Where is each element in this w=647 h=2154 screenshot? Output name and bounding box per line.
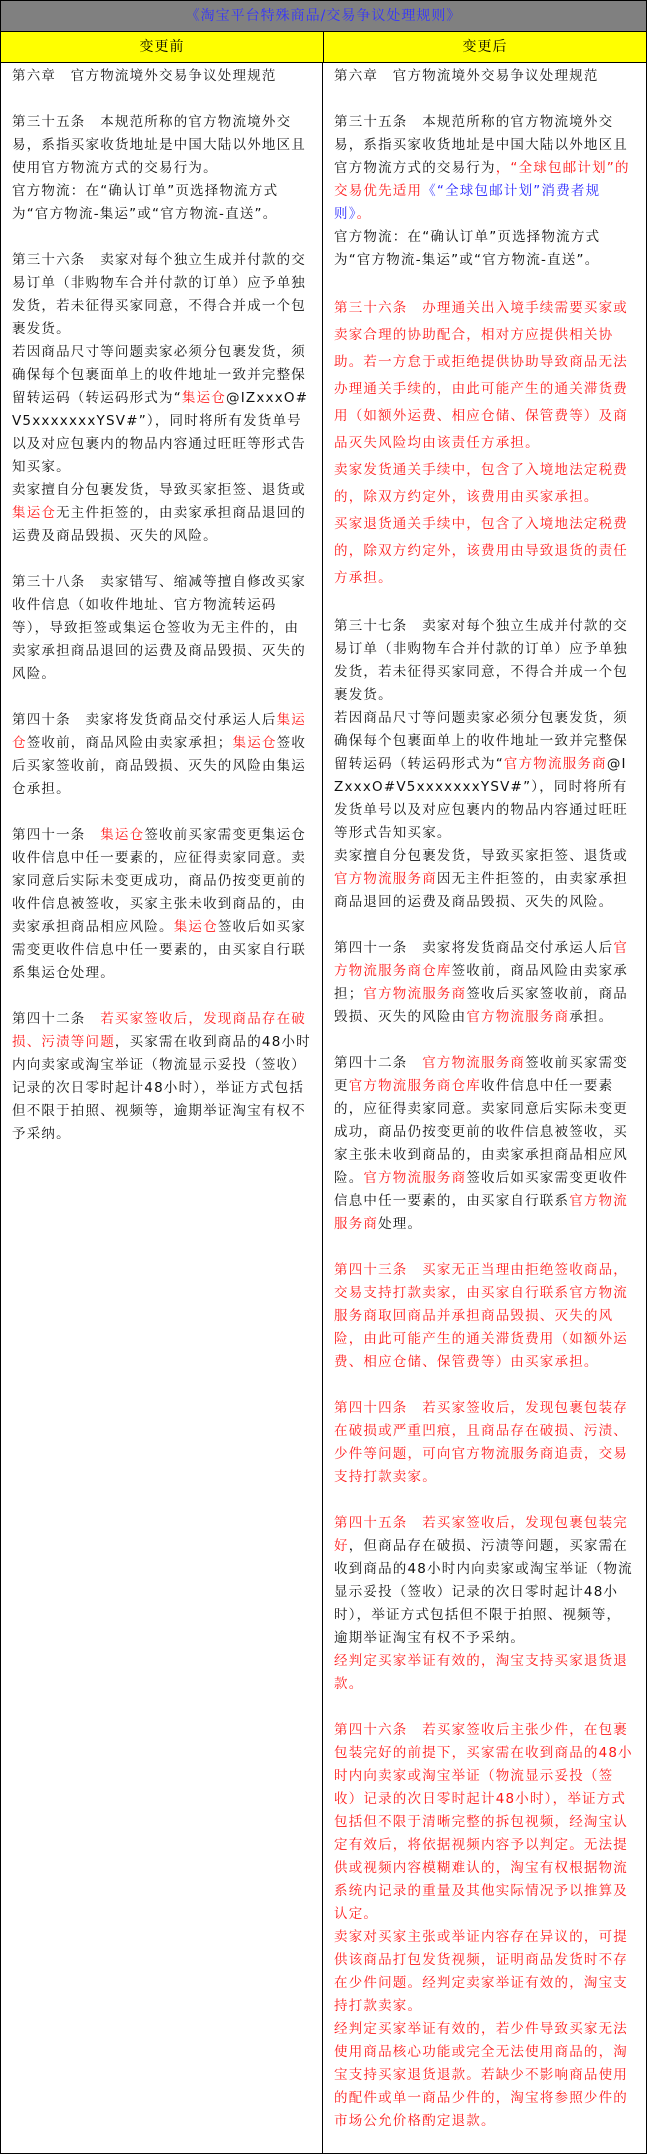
clause-text: 因无主件拒签的，由卖家承担商品退回的运费及商品毁损、灭失的风险。: [334, 871, 629, 910]
blank-line: [334, 914, 635, 937]
clause-text: 若因商品尺寸等问题卖家必须分包裹发货，须确保每个包裹面单上的收件地址一致并完整保留转运码（转运码形式为“: [334, 710, 628, 772]
changed-text: 官方物流服务商: [334, 1193, 629, 1232]
clause-text: 第三十七条 卖家对每个独立生成并付款的交易订单（非购物车合并付款的订单）应予单独发货，若未征得买家同意，不得合并成一个包裹发货。: [334, 618, 628, 703]
clause-paragraph: [12, 479, 312, 548]
clause-paragraph: [12, 1008, 312, 1146]
clause-text: 第三十五条 本规范所称的官方物流境外交易，系指买家收货地址是中国大陆以外地区且官方物流方式的交易行为: [334, 114, 628, 176]
clause-paragraph: [12, 341, 312, 479]
clause-paragraph: [12, 180, 312, 226]
clause-text: ，买家需在收到商品的48小时内向卖家或淘宝举证（物流显示妥投（签收）记录的次日零时起计48小时），举证方式包括但不限于拍照、视频等，逾期举证淘宝有权不予采纳。: [12, 1034, 311, 1142]
clause-text: 签收前，商品风险由卖家承担；: [26, 735, 233, 751]
changed-text: 集运仓: [173, 919, 218, 935]
blank-line: [12, 226, 312, 249]
clause-text: 第四十一条: [12, 827, 101, 843]
clause-text: 官方物流：在“确认订单”页选择物流方式为“官方物流-集运”或“官方物流-直送”。: [334, 229, 601, 268]
blank-line: [12, 686, 312, 709]
clause-text: 第三十五条 本规范所称的官方物流境外交易，系指买家收货地址是中国大陆以外地区且使用官方物流方式的交易行为。: [12, 114, 306, 176]
changed-text: 官方物流服务商: [466, 1009, 570, 1025]
clause-paragraph: [334, 1259, 635, 1374]
body-row: [1, 63, 646, 2153]
clause-paragraph: [12, 709, 312, 801]
clause-text: 卖家擅自分包裹发货，导致买家拒签、退货或: [334, 848, 628, 864]
blank-line: [334, 1489, 635, 1512]
changed-text: 卖家发货通关手续中，包含了入境地法定税费的，除双方约定外，该费用由买家承担。: [334, 462, 628, 505]
clause-text: 签收前买家需变更: [334, 1055, 629, 1094]
changed-text: 若买家签收后，发现商品存在破损、污渍等问题: [12, 1011, 307, 1050]
blank-line: [334, 1696, 635, 1719]
blank-line: [334, 1236, 635, 1259]
clause-text: 官方物流：在“确认订单”页选择物流方式为“官方物流-集运”或“官方物流-直送”。: [12, 183, 279, 222]
clause-paragraph: [334, 2018, 635, 2133]
clause-paragraph: [334, 1512, 635, 1650]
clause-text: 收件信息中任一要素的，应征得卖家同意。卖家同意后实际未变更成功，商品仍按变更前的收件信息被签收，买家主张未收到商品的，由卖家承担商品相应风险。: [334, 1078, 628, 1186]
after-column: [323, 63, 645, 2153]
clause-text: 签收后买家签收前，商品毁损、灭失的风险由集运仓承担。: [12, 735, 307, 797]
changed-text: 官方物流服务商: [363, 1170, 467, 1186]
clause-paragraph: [12, 249, 312, 341]
clause-text: 第六章 官方物流境外交易争议处理规范: [12, 68, 277, 84]
changed-text: 卖家对买家主张或举证内容存在异议的，可提供该商品打包发货视频，证明商品发货时不存在少件问题。经判定卖家举证有效的，淘宝支持打款卖家。: [334, 1929, 628, 2014]
clause-text: 处理。: [378, 1216, 423, 1232]
clause-paragraph: [334, 1052, 635, 1236]
changed-text: 官方物流服务商: [363, 986, 467, 1002]
changed-text: 第四十五条 若买家签收后，发现包裹包装完好: [334, 1515, 628, 1554]
blank-line: [334, 272, 635, 295]
blank-line: [12, 801, 312, 824]
changed-text: 第三十六条 办理通关出入境手续需要买家或卖家合理的协助配合，相对方应提供相关协助。若一方怠于或拒绝提供协助导致商品无法办理通关手续的，由此可能产生的通关滞货费用（如额外运费、相应仓储、保管费等）及商品灭失风险均由该责任方承担。: [334, 300, 628, 451]
clause-paragraph: [334, 457, 635, 511]
changed-text: 经判定买家举证有效的，淘宝支持买家退货退款。: [334, 1653, 628, 1692]
changed-text: 官方物流服务商仓库: [334, 940, 629, 979]
clause-text: 第三十八条 卖家错写、缩减等擅自修改买家收件信息（如收件地址、官方物流转运码等），导致拒签或集运仓签收为无主件的，由卖家承担商品退回的运费及商品毁损、灭失的风险。: [12, 574, 306, 682]
before-column: [1, 63, 323, 2153]
clause-text: 承担。: [569, 1009, 614, 1025]
clause-text: 卖家擅自分包裹发货，导致买家拒签、退货或: [12, 482, 306, 498]
header-before: 变更前: [1, 32, 324, 62]
clause-paragraph: [334, 1650, 635, 1696]
clause-text: 签收前买家需变更集运仓收件信息中任一要素的，应征得卖家同意。卖家同意后实际未变更成功，商品仍按变更前的收件信息被签收，买家主张未收到商品的，由卖家承担商品相应风险。: [12, 827, 307, 935]
changed-text: 集运仓: [232, 735, 277, 751]
clause-paragraph: [334, 65, 635, 88]
blank-line: [12, 88, 312, 111]
clause-text: 若因商品尺寸等问题卖家必须分包裹发货，须确保每个包裹面单上的收件地址一致并完整保留转运码（转运码形式为“: [12, 344, 306, 406]
changed-text: 集运仓: [100, 827, 145, 843]
clause-paragraph: [334, 615, 635, 707]
clause-text: 签收后如买家需变更收件信息中任一要素的，由买家自行联系: [334, 1170, 629, 1209]
changed-text: 第四十六条 若买家签收后主张少件，在包裹包装完好的前提下，买家需在收到商品的48小时内向卖家或淘宝举证（物流显示妥投（签收）记录的次日零时起计48小时），举证方式包括但不限于清晰完整的拆包视频，经淘宝认定有效后，将依据视频内容予以判定。无法提供或视频内容模糊难认的，淘宝有权根据物流系统内记录的重量及其他实际情况予以推算及认定。: [334, 1722, 633, 1922]
changed-text: 集运仓: [12, 505, 57, 521]
changed-text: 官方物流服务商仓库: [348, 1078, 482, 1094]
clause-paragraph: [334, 511, 635, 592]
clause-paragraph: [334, 845, 635, 914]
clause-paragraph: [334, 1926, 635, 2018]
clause-paragraph: [334, 937, 635, 1029]
clause-text: 签收后如买家需变更收件信息中任一要素的，由买家自行联系集运仓处理。: [12, 919, 307, 981]
blank-line: [334, 1374, 635, 1397]
clause-text: @IZxxxO#V5xxxxxxxYSV#”），同时将所有发货单号以及对应包裹内的物品内容通过旺旺等形式告知买家。: [334, 756, 628, 841]
changed-text: 买家退货通关手续中，包含了入境地法定税费的，除双方约定外，该费用由导致退货的责任方承担。: [334, 516, 628, 586]
clause-text: 第六章 官方物流境外交易争议处理规范: [334, 68, 599, 84]
clause-paragraph: [334, 226, 635, 272]
clause-paragraph: [334, 111, 635, 226]
clause-text: 第四十二条: [12, 1011, 101, 1027]
changed-text: 第四十三条 买家无正当理由拒绝签收商品，交易支持打款卖家，由买家自行联系官方物流服务商取回商品并承担商品毁损、灭失的风险，由此可能产生的通关滞货费用（如额外运费、相应仓储、保管费等）由买家承担。: [334, 1262, 628, 1370]
blank-line: [334, 1029, 635, 1052]
clause-text: 签收前，商品风险由卖家承担；: [334, 963, 629, 1002]
clause-paragraph: [334, 295, 635, 457]
header-after: 变更后: [462, 39, 508, 55]
clause-paragraph: [12, 571, 312, 686]
clause-paragraph: [334, 1719, 635, 1926]
changed-text: 集运仓: [12, 712, 307, 751]
clause-text: 第四十一条 卖家将发货商品交付承运人后: [334, 940, 614, 956]
changed-text: 。: [356, 206, 372, 222]
clause-text: @IZxxxO#V5xxxxxxxYSV#”），同时将所有发货单号以及对应包裹内的物品内容通过旺旺等形式告知买家。: [12, 390, 309, 475]
blank-line: [12, 548, 312, 571]
clause-text: 签收后买家签收前，商品毁损、灭失的风险由: [334, 986, 629, 1025]
clause-text: 无主件拒签的，由卖家承担商品退回的运费及商品毁损、灭失的风险。: [12, 505, 307, 544]
changed-text: ，“全球包邮计划”的交易优先适用: [334, 160, 630, 199]
blank-line: [12, 985, 312, 1008]
clause-paragraph: [12, 824, 312, 985]
table-title: 《淘宝平台特殊商品/交易争议处理规则》: [1, 1, 646, 32]
changed-text: 经判定买家举证有效的，若少件导致买家无法使用商品核心功能或完全无法使用商品的，淘宝支持买家退货退款。若缺少不影响商品使用的配件或单一商品少件的，淘宝将参照少件的市场公允价格酌定退款。: [334, 2021, 628, 2129]
changed-text: 第四十四条 若买家签收后，发现包裹包装存在破损或严重凹痕，且商品存在破损、污渍、少件等问题，可向官方物流服务商追责，交易支持打款卖家。: [334, 1400, 628, 1485]
changed-text: 集运仓: [181, 390, 227, 406]
clause-paragraph: [334, 1397, 635, 1489]
changed-text: 官方物流服务商: [503, 756, 607, 772]
clause-text: ，但商品存在破损、污渍等问题，买家需在收到商品的48小时内向卖家或淘宝举证（物流显示妥投（签收）记录的次日零时起计48小时），举证方式包括但不限于拍照、视频等，逾期举证淘宝有权不予采纳。: [334, 1538, 633, 1646]
clause-paragraph: [12, 111, 312, 180]
changed-text: 官方物流服务商: [334, 871, 437, 887]
rule-reference-text: 《“全球包邮计划”消费者规则》: [334, 183, 601, 222]
blank-line: [334, 88, 635, 111]
clause-paragraph: [12, 65, 312, 88]
clause-paragraph: [334, 707, 635, 845]
clause-text: 第四十条 卖家将发货商品交付承运人后: [12, 712, 277, 728]
changed-text: 官方物流服务商: [422, 1055, 526, 1071]
clause-text: 第四十二条: [334, 1055, 423, 1071]
blank-line: [334, 592, 635, 615]
header-row: [1, 32, 646, 63]
clause-text: 第三十六条 卖家对每个独立生成并付款的交易订单（非购物车合并付款的订单）应予单独发货，若未征得买家同意，不得合并成一个包裹发货。: [12, 252, 306, 337]
